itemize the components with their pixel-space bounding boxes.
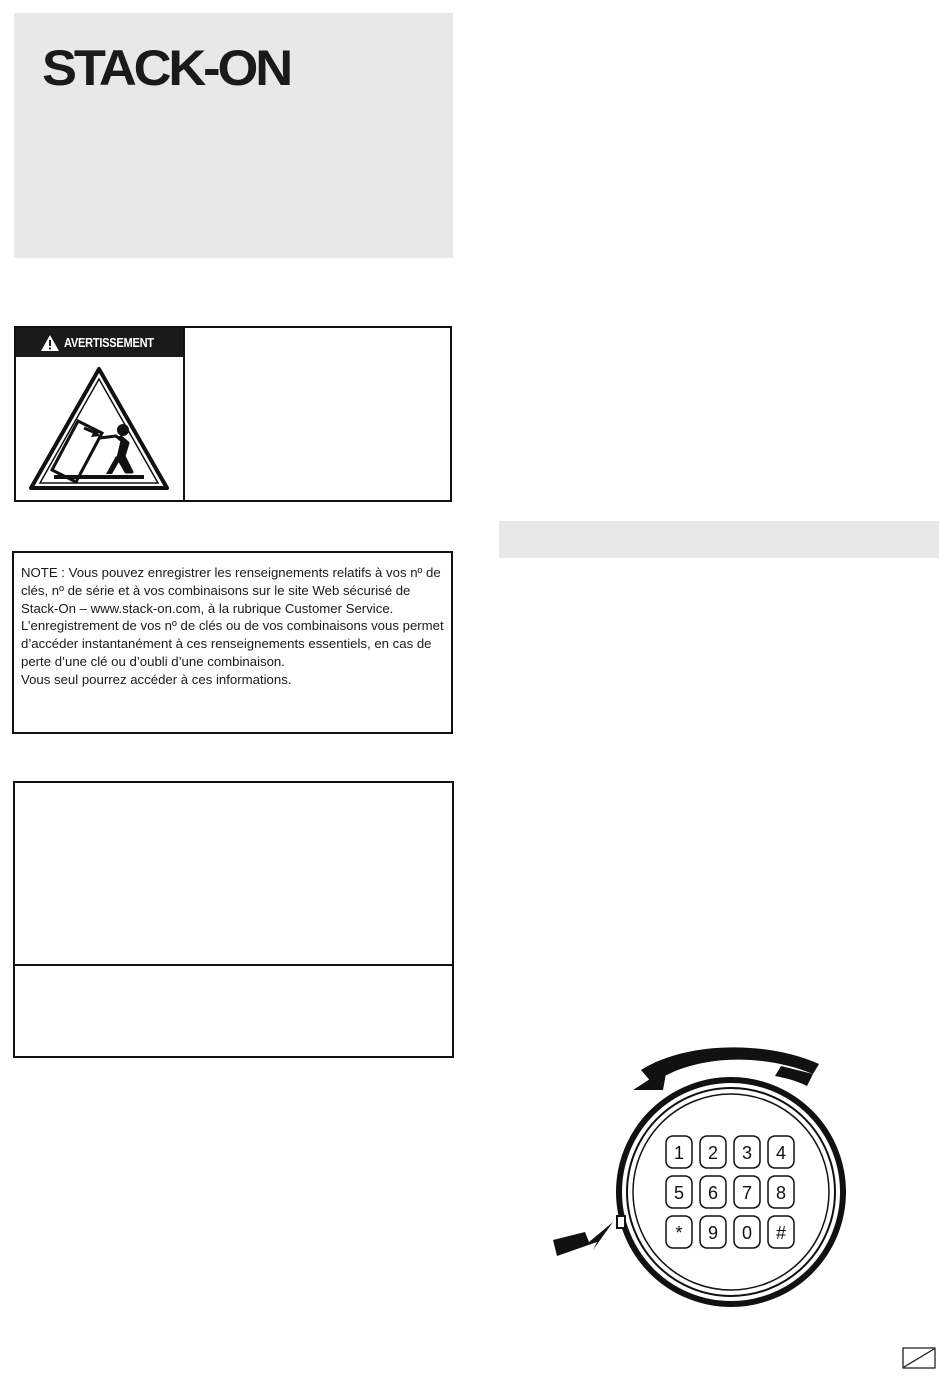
key-3: 3 xyxy=(741,1143,753,1163)
stack-on-logo: STACK-ON xyxy=(42,40,290,96)
counterclockwise-arrow-icon xyxy=(633,1047,819,1090)
key-7: 7 xyxy=(741,1183,753,1203)
key-4: 4 xyxy=(775,1143,787,1163)
info-box xyxy=(13,781,454,1058)
warning-label: AVERTISSEMENT xyxy=(64,335,154,350)
note-paragraph: L’enregistrement de vos nº de clés ou de vos combinaisons vous permet d’accéder instantanément à ces renseignements essentiels, en cas de perte d’une clé ou d’oubli d’une combinaison. xyxy=(21,618,444,669)
tip-over-hazard-icon xyxy=(28,366,170,492)
warning-triangle-icon xyxy=(41,335,59,351)
key-9: 9 xyxy=(707,1223,719,1243)
key-star: * xyxy=(675,1223,683,1243)
key-8: 8 xyxy=(775,1183,787,1203)
warning-header xyxy=(16,328,183,357)
section-heading-bar xyxy=(499,521,939,558)
registration-note xyxy=(12,551,453,734)
note-paragraph: Vous seul pourrez accéder à ces informations. xyxy=(21,671,292,687)
key-0: 0 xyxy=(741,1223,753,1243)
key-5: 5 xyxy=(673,1183,685,1203)
key-6: 6 xyxy=(707,1183,719,1203)
warning-box xyxy=(14,326,452,502)
info-box-divider xyxy=(15,964,452,966)
pointer-arrow-icon xyxy=(553,1222,613,1256)
key-hash: # xyxy=(775,1223,787,1243)
key-1: 1 xyxy=(673,1143,685,1163)
key-2: 2 xyxy=(707,1143,719,1163)
brand-panel xyxy=(14,13,453,258)
warning-panel xyxy=(16,328,185,500)
note-paragraph: NOTE : Vous pouvez enregistrer les renseignements relatifs à vos nº de clés, nº de série et à vos combinaisons sur le site Web sécurisé de Stack-On – www.stack-on.com, à la rubrique Customer Service. xyxy=(21,565,441,616)
keypad-lock-illustration xyxy=(545,1040,855,1315)
page-corner-icon xyxy=(902,1347,936,1369)
